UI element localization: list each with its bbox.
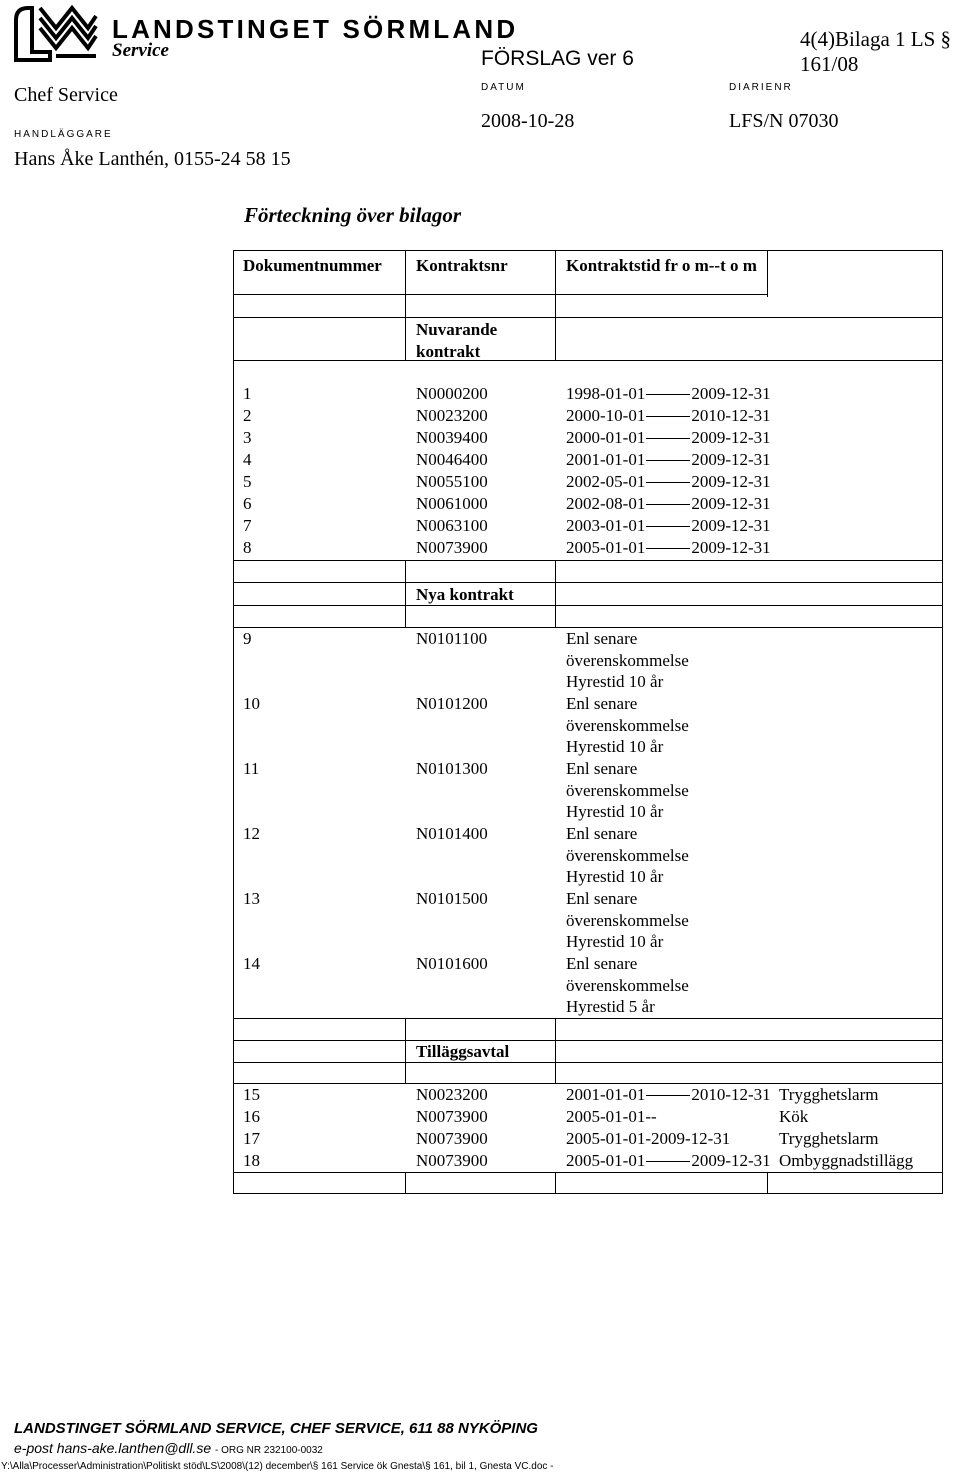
period-text: 2005-01-01-2009-12-31: [566, 1129, 731, 1148]
handlaggare-label: HANDLÄGGARE: [14, 129, 113, 140]
period-dash: [646, 416, 690, 417]
contract-number: N0101500: [416, 889, 488, 908]
contract-period-line1: Enl senare: [566, 954, 638, 973]
contract-period-line1: Enl senare: [566, 629, 638, 648]
contract-period: [566, 427, 771, 449]
contract-period: [566, 1128, 730, 1150]
page-reference: 4(4)Bilaga 1 LS § 161/08: [800, 27, 952, 76]
period-dash: [646, 482, 690, 483]
contract-number: N0039400: [416, 428, 488, 447]
period-from: 2000-10-01: [566, 406, 646, 425]
contract-number: N0073900: [416, 1151, 488, 1170]
row-number: 3: [243, 428, 252, 447]
table-row: [233, 1150, 943, 1172]
period-from: 2005-01-01: [566, 538, 646, 557]
contract-period-line3: Hyrestid 10 år: [566, 802, 664, 821]
table-row: [233, 1128, 943, 1150]
row-number: 18: [243, 1151, 260, 1170]
period-dash: [646, 394, 690, 395]
table-row: [233, 693, 943, 758]
period-from: 2003-01-01: [566, 516, 646, 535]
table-row: [233, 471, 943, 493]
contract-number: N0101200: [416, 694, 488, 713]
contract-number: N0023200: [416, 1085, 488, 1104]
row-number: 5: [243, 472, 252, 491]
period-dash: [646, 548, 690, 549]
table-row: [233, 953, 943, 1018]
row-number: 16: [243, 1107, 260, 1126]
datum-label: DATUM: [481, 82, 526, 93]
contract-period-line2: överenskommelse: [566, 650, 689, 670]
contract-number: N0101400: [416, 824, 488, 843]
period-to: 2009-12-31: [691, 384, 771, 403]
period-to: 2009-12-31: [691, 450, 771, 469]
row-number: 2: [243, 406, 252, 425]
table-row: [233, 758, 943, 823]
period-dash: [646, 460, 690, 461]
footer-org-nr: - ORG NR 232100-0032: [215, 1445, 323, 1456]
contract-number: N0101300: [416, 759, 488, 778]
document-status: FÖRSLAG ver 6: [481, 47, 634, 70]
contract-number: N0073900: [416, 1107, 488, 1126]
addendum-note: Trygghetslarm: [779, 1085, 879, 1104]
row-number: 8: [243, 538, 252, 557]
contract-number: N0073900: [416, 538, 488, 557]
period-to: 2010-12-31: [691, 1085, 771, 1104]
row-number: 6: [243, 494, 252, 513]
document-title: Förteckning över bilagor: [244, 203, 462, 227]
row-number: 13: [243, 889, 260, 908]
contract-period: [566, 1106, 657, 1128]
footer-address: LANDSTINGET SÖRMLAND SERVICE, CHEF SERVICE, 611 88 NYKÖPING: [14, 1420, 538, 1437]
contract-period-line3: Hyrestid 10 år: [566, 932, 664, 951]
period-to: 2009-12-31: [691, 538, 771, 557]
attachments-table: [233, 250, 943, 1194]
logo-subtitle: Service: [112, 40, 169, 61]
table-row: [233, 383, 943, 405]
table-row: [233, 449, 943, 471]
contract-period: [566, 471, 771, 493]
period-dash: [646, 526, 690, 527]
table-row: [233, 1084, 943, 1106]
contract-period-line2: överenskommelse: [566, 715, 689, 735]
contract-period: [566, 537, 771, 559]
period-to: 2010-12-31: [691, 406, 771, 425]
table-row: [233, 515, 943, 537]
section-nya-kontrakt: Nya kontrakt: [416, 585, 514, 604]
table-row: [233, 537, 943, 559]
table-row: [233, 1106, 943, 1128]
footer-email: e-post hans-ake.lanthen@dll.se: [14, 1440, 212, 1456]
contract-period-line2: överenskommelse: [566, 975, 689, 995]
contract-period-line1: Enl senare: [566, 824, 638, 843]
row-number: 14: [243, 954, 260, 973]
contract-period-line1: Enl senare: [566, 694, 638, 713]
role-title: Chef Service: [14, 84, 118, 106]
contract-period-line3: Hyrestid 10 år: [566, 672, 664, 691]
addendum-note: Kök: [779, 1107, 809, 1126]
period-from: 2002-05-01: [566, 472, 646, 491]
row-number: 10: [243, 694, 260, 713]
contract-period-line3: Hyrestid 5 år: [566, 997, 655, 1016]
contract-period-line1: Enl senare: [566, 759, 638, 778]
contract-period-line2: överenskommelse: [566, 845, 689, 865]
row-number: 7: [243, 516, 252, 535]
row-number: 12: [243, 824, 260, 843]
handlaggare-name: Hans Åke Lanthén, 0155-24 58 15: [14, 148, 291, 170]
contract-number: N0055100: [416, 472, 488, 491]
period-dash: [646, 438, 690, 439]
contract-period: [566, 1084, 771, 1106]
landstinget-logo-icon: [10, 4, 102, 64]
period-dash: [646, 1095, 690, 1096]
contract-number: N0073900: [416, 1129, 488, 1148]
table-row: [233, 427, 943, 449]
period-from: 2002-08-01: [566, 494, 646, 513]
period-from: 2000-01-01: [566, 428, 646, 447]
table-row: [233, 405, 943, 427]
period-from: 2001-01-01: [566, 450, 646, 469]
row-number: 4: [243, 450, 252, 469]
period-to: 2009-12-31: [691, 428, 771, 447]
diarienr-label: DIARIENR: [729, 82, 793, 93]
period-from: 1998-01-01: [566, 384, 646, 403]
contract-number: N0023200: [416, 406, 488, 425]
period-from: 2001-01-01: [566, 1085, 646, 1104]
period-to: 2009-12-31: [691, 1151, 771, 1170]
table-row: [233, 493, 943, 515]
contract-period-line3: Hyrestid 10 år: [566, 867, 664, 886]
contract-number: N0000200: [416, 384, 488, 403]
contract-period: [566, 515, 771, 537]
period-from: 2005-01-01: [566, 1151, 646, 1170]
row-number: 17: [243, 1129, 260, 1148]
row-number: 9: [243, 629, 252, 648]
section-nuvarande-kontrakt: Nuvarande kontrakt: [416, 320, 498, 361]
diarienr-value: LFS/N 07030: [729, 110, 839, 132]
header-kontraktstid: Kontraktstid fr o m--t o m: [566, 256, 757, 275]
contract-number: N0046400: [416, 450, 488, 469]
header-kontraktsnr: Kontraktsnr: [416, 256, 508, 275]
contract-period: [566, 383, 771, 405]
contract-period-line1: Enl senare: [566, 889, 638, 908]
contract-period: [566, 405, 771, 427]
table-row: [233, 888, 943, 953]
table-row: [233, 628, 943, 693]
period-dash: [646, 1161, 690, 1162]
row-number: 15: [243, 1085, 260, 1104]
row-number: 1: [243, 384, 252, 403]
period-dash: [646, 504, 690, 505]
row-number: 11: [243, 759, 260, 778]
contract-number: N0101600: [416, 954, 488, 973]
header-dokumentnummer: Dokumentnummer: [243, 256, 382, 275]
document-date: 2008-10-28: [481, 110, 575, 132]
contract-period: [566, 493, 771, 515]
period-to: 2009-12-31: [691, 494, 771, 513]
addendum-note: Ombyggnadstillägg: [779, 1151, 914, 1170]
addendum-note: Trygghetslarm: [779, 1129, 879, 1148]
contract-period-line2: överenskommelse: [566, 910, 689, 930]
section-tillaggsavtal: Tilläggsavtal: [416, 1042, 510, 1061]
table-row: [233, 823, 943, 888]
period-to: 2009-12-31: [691, 472, 771, 491]
contract-number: N0101100: [416, 629, 488, 648]
period-text: 2005-01-01--: [566, 1107, 657, 1126]
logo-title: LANDSTINGET SÖRMLAND: [112, 14, 519, 44]
contract-period: [566, 1150, 771, 1172]
contract-period-line2: överenskommelse: [566, 780, 689, 800]
period-to: 2009-12-31: [691, 516, 771, 535]
footer-file-path: Y:\Alla\Processer\Administration\Politiskt stöd\LS\2008\(12) december\§ 161 Service ök Gnesta\§ 161, bil 1, Gnesta VC.doc -: [1, 1461, 554, 1472]
contract-number: N0063100: [416, 516, 488, 535]
contract-number: N0061000: [416, 494, 488, 513]
footer-contact: [14, 1440, 323, 1456]
contract-period: [566, 449, 771, 471]
contract-period-line3: Hyrestid 10 år: [566, 737, 664, 756]
